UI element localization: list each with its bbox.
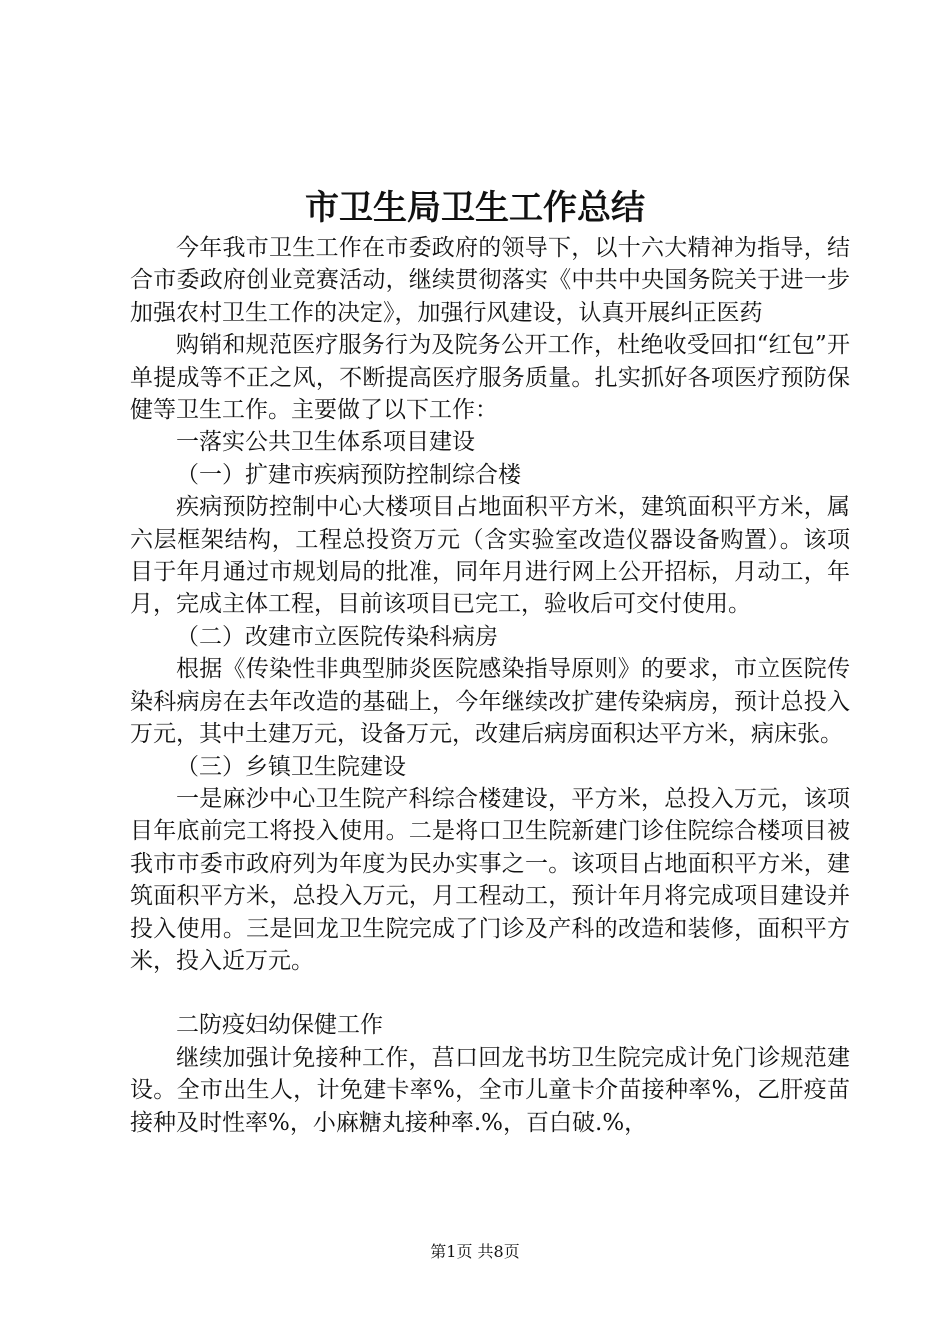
section-paragraph-2: 继续加强计免接种工作，莒口回龙书坊卫生院完成计免门诊规范建设。全市出生人，计免建卡率%，全市儿童卡介苗接种率%，乙肝疫苗接种及时性率%，小麻糖丸接种率.%，百白破.%， — [130, 1044, 850, 1136]
document-body — [130, 232, 850, 1139]
section-heading-2: 二防疫妇幼保健工作 — [176, 1012, 383, 1039]
subsection-heading-1: （一）扩建市疾病预防控制综合楼 — [176, 461, 521, 488]
page-footer: 第1页 共8页 — [430, 1242, 520, 1261]
subsection-heading-2: （二）改建市立医院传染科病房 — [176, 623, 498, 650]
subsection-heading-3: （三）乡镇卫生院建设 — [176, 753, 406, 780]
intro-paragraph-continued: 购销和规范医疗服务行为及院务公开工作，杜绝收受回扣“红包”开单提成等不正之风，不断提高医疗服务质量。扎实抓好各项医疗预防保健等卫生工作。主要做了以下工作： — [130, 332, 850, 424]
subsection-paragraph-1: 疾病预防控制中心大楼项目占地面积平方米，建筑面积平方米，属六层框架结构，工程总投资万元（含实验室改造仪器设备购置）。该项目于年月通过市规划局的批准，同年月进行网上公开招标，月动工，年月，完成主体工程，目前该项目已完工，验收后可交付使用。 — [130, 494, 850, 618]
document-title: 市卫生局卫生工作总结 — [305, 188, 645, 228]
paragraph-spacer — [130, 977, 850, 1009]
subsection-paragraph-3: 一是麻沙中心卫生院产科综合楼建设，平方米，总投入万元，该项目年底前完工将投入使用。二是将口卫生院新建门诊住院综合楼项目被我市市委市政府列为年度为民办实事之一。该项目占地面积平方米，建筑面积平方米，总投入万元，月工程动工，预计年月将完成项目建设并投入使用。三是回龙卫生院完成了门诊及产科的改造和装修，面积平方米，投入近万元。 — [130, 785, 850, 974]
section-heading-1: 一落实公共卫生体系项目建设 — [176, 429, 475, 456]
subsection-paragraph-2: 根据《传染性非典型肺炎医院感染指导原则》的要求，市立医院传染科病房在去年改造的基础上，今年继续改扩建传染病房，预计总投入万元，其中土建万元，设备万元，改建后病房面积达平方米，病床张。 — [130, 656, 850, 748]
intro-paragraph: 今年我市卫生工作在市委政府的领导下，以十六大精神为指导，结合市委政府创业竞赛活动，继续贯彻落实《中共中央国务院关于进一步加强农村卫生工作的决定》，加强行风建设，认真开展纠正医药 — [130, 235, 850, 326]
